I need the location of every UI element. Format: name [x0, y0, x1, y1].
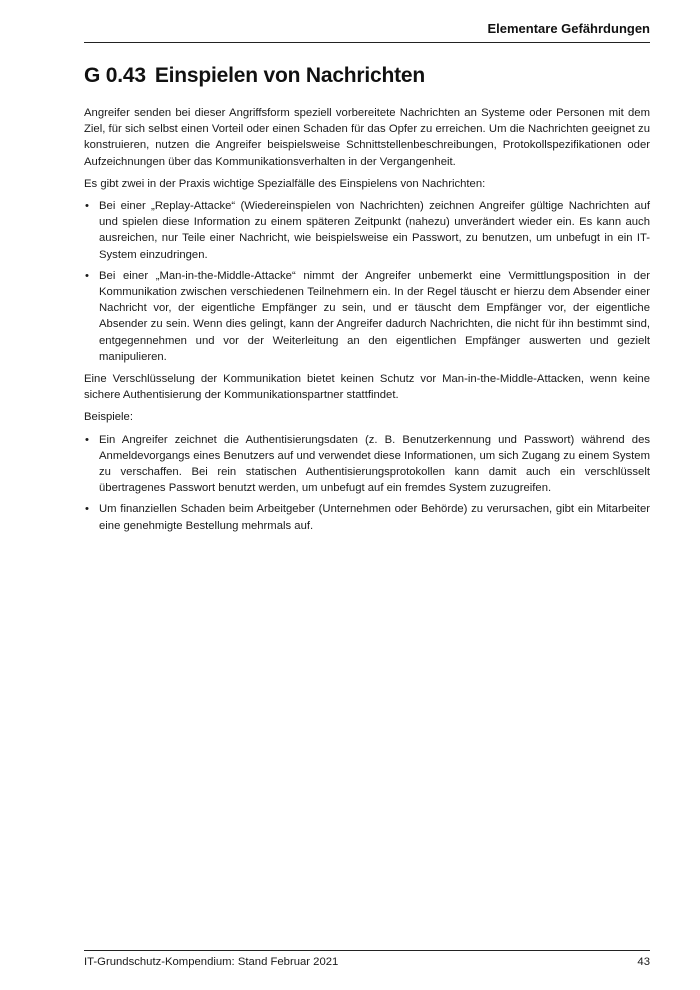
- page-title: [84, 64, 425, 88]
- page-number: 43: [637, 956, 650, 968]
- list-item: [84, 501, 650, 533]
- bullet-icon: •: [85, 433, 89, 446]
- list-item: [84, 432, 650, 497]
- bullet-icon: •: [85, 269, 89, 282]
- threat-number: G 0.43: [84, 64, 146, 87]
- running-header: Elementare Gefährdungen: [487, 21, 650, 36]
- threat-title: Einspielen von Nachrichten: [154, 64, 426, 87]
- footer-divider: [84, 950, 650, 951]
- bullet-icon: •: [85, 200, 89, 213]
- body-text: [84, 105, 650, 540]
- examples-list: [84, 432, 650, 534]
- footer-source: IT-Grundschutz-Kompendium: Stand Februar 2021: [84, 956, 339, 968]
- examples-label: Beispiele:: [84, 411, 133, 424]
- special-cases-intro: Es gibt zwei in der Praxis wichtige Spezialfälle des Einspielens von Nachrichten:: [84, 177, 486, 190]
- bullet-icon: •: [85, 503, 89, 516]
- intro-paragraph: Angreifer senden bei dieser Angriffsform speziell vorbereitete Nachrichten an Systeme oder Personen mit dem Ziel, für sich selbst einen Vorteil oder einen Schaden für das Opfer zu erreichen. Um die Nachrichten geeignet zu konstruieren, nutzen die Angreifer beispielsweise Schnittstellenbeschreibungen, Protokollspezifikationen oder Aufzeichnungen über das Kommunikationsverhalten in der Vergangenheit.: [84, 107, 650, 168]
- special-cases-list: [84, 198, 650, 365]
- list-item-text: Um finanziellen Schaden beim Arbeitgeber (Unternehmen oder Behörde) zu verursachen, gibt ein Mitarbeiter eine genehmigte Bestellung mehrmals auf.: [99, 503, 650, 532]
- encryption-note: Eine Verschlüsselung der Kommunikation bietet keinen Schutz vor Man-in-the-Middle-Attacken, wenn keine sichere Authentisierung der Kommunikationspartner stattfindet.: [84, 373, 650, 402]
- list-item-text: Bei einer „Replay-Attacke“ (Wiedereinspielen von Nachrichten) zeichnen Angreifer gültige Nachrichten auf und spielen diese Information zu einem späteren Zeitpunkt (nahezu) unverändert wieder ein. Es kann auch ausreichen, nur Teile einer Nachricht, wie beispielsweise ein Passwort, zu benutzen, um unbefugt in ein IT-System einzudringen.: [99, 200, 650, 261]
- list-item: [84, 198, 650, 263]
- list-item: [84, 268, 650, 365]
- header-divider: [84, 42, 650, 43]
- list-item-text: Bei einer „Man-in-the-Middle-Attacke“ nimmt der Angreifer unbemerkt eine Vermittlungsposition in der Kommunikation zwischen verschiedenen Teilnehmern ein. In der Regel täuscht er hierzu dem Absender einer Nachricht vor, der eigentliche Empfänger zu sein, und er täuscht dem Empfänger vor, der eigentliche Absender zu sein. Wenn dies gelingt, kann der Angreifer dadurch Nachrichten, die nicht für ihn bestimmt sind, entgegennehmen und vor der Weiterleitung an den eigentlichen Empfänger auswerten und gezielt manipulieren.: [99, 269, 650, 363]
- list-item-text: Ein Angreifer zeichnet die Authentisierungsdaten (z. B. Benutzerkennung und Passwort) während des Anmeldevorgangs eines Benutzers auf und verwendet diese Informationen, um sich Zugang zu einem System zu verschaffen. Bei rein statischen Authentisierungsprotokollen kann damit auch ein verschlüsselt übertragenes Passwort benutzt werden, um unbefugt auf ein fremdes System zuzugreifen.: [99, 433, 650, 495]
